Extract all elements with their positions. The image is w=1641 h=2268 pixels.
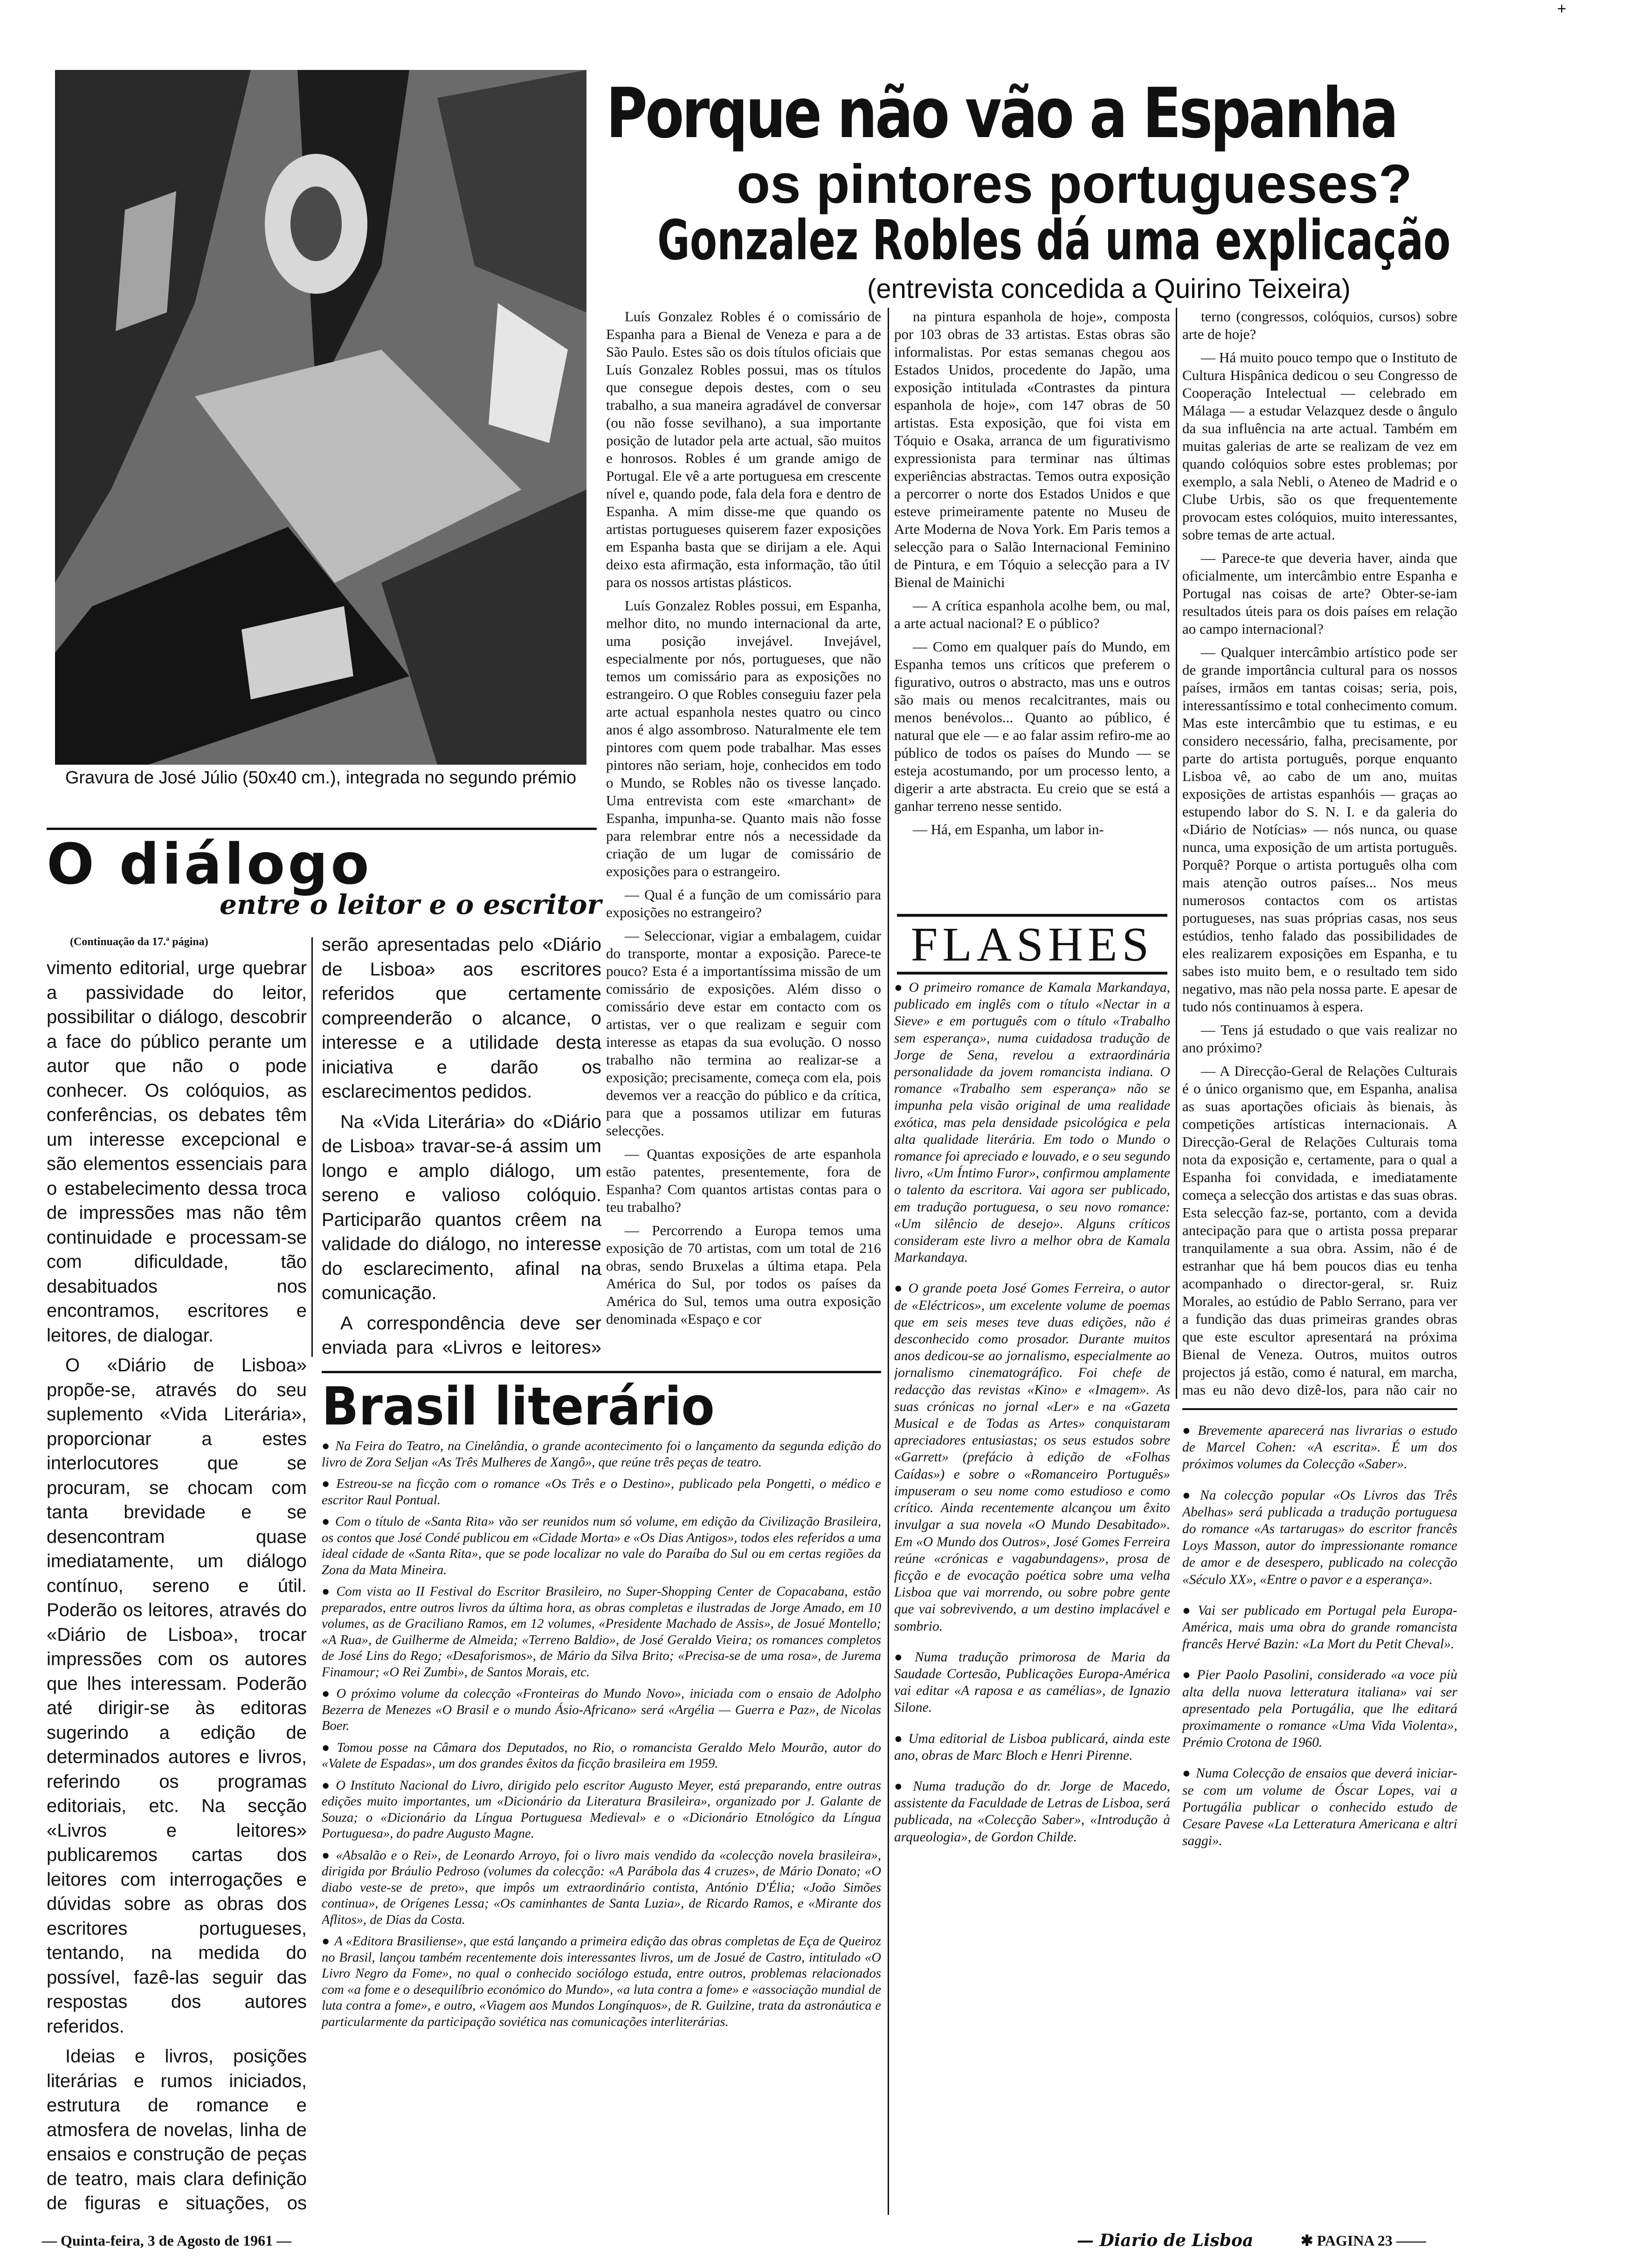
footer-page-number: ✱ PAGINA 23 —— (1301, 2232, 1426, 2249)
paragraph: — Há muito pouco tempo que o Instituto de Cultura Hispânica dedicou o seu Congresso de Cooperação Intelectual — celebrado em Málaga — a estudar Velazquez desde o ângulo da sua influência na arte actual. Também em muitas galerias de arte se realizam de vez em quando colóquios sobre estes problemas; por exemplo, a sala Nebli, o Ateneo de Madrid e o Clube Urbis, são os que frequentemente provocam estes colóquios, muito interessantes, sobre temas de arte actual. (1182, 349, 1457, 543)
paragraph: Luís Gonzalez Robles é o comissário de Espanha para a Bienal de Veneza e para a de São Paulo. Estes são os dois títulos oficiais que Luís Gonzalez Robles possui, mas os títulos que consegue depois destes, com o seu trabalho, a sua maneira agradável de conversar (ou não fosse sevilhano), a sua importante posição de lutador pela arte actual, são muitos e honrosos. Robles é um grande amigo de Portugal. Ele vê a arte portuguesa em crescente nível e, quando pode, fala dela fora e dentro de Espanha. A mim disse-me que quando os artistas portugueses quiserem fazer exposições em Espanha basta que se dirijam a ele. Aqui deixo esta afirmação, esta informação, tão útil para os nossos artistas plásticos. (606, 308, 881, 590)
list-item: ● Com o título de «Santa Rita» vão ser reunidos num só volume, em edição da Civilização Brasileira, os contos que José Condé publicou em «Cidade Morta» e «Os Dias Antigos», todos eles referidos a uma ideal cidade de «Santa Rita», que se pode localizar no vale do Paraíba do Sul ou em certas regiões da Zona da Mata Mineira. (322, 1514, 881, 1577)
section-rule (322, 1371, 881, 1373)
list-item: ● O próximo volume da colecção «Fronteiras do Mundo Novo», iniciada com o ensaio de Adolpho Bezerra de Menezes «O Brasil e o mundo Ásio-Africano» será «Argélia — Guerra e Paz», de Nicolas Boer. (322, 1687, 881, 1733)
list-item: ● Numa tradução primorosa de Maria da Saudade Cortesão, Publicações Europa-América vai editar «A raposa e as camélias», de Ignazio Silone. (894, 1649, 1170, 1715)
list-item: ● A «Editora Brasiliense», que está lançando a primeira edição das obras completas de Eça de Queiroz no Brasil, lançou também recentemente dois interessantes livros, um de Josué de Castro, intitulado «O Livro Negro da Fome», no qual o conhecido sociólogo estuda, entre outros, problemas relacionados com «a fome e o desequilíbrio económico do Mundo», «a luta contra a fome» e «associação mundial de luta contra a fome», e outro, «Viagem aos Mundos Longínquos», de R. Guilzine, trata da astronáutica e particularmente da participação soviética nas comunicações interliterárias. (322, 1934, 881, 2029)
paragraph: — Há, em Espanha, um labor in- (913, 821, 1104, 837)
list-item: ● Com vista ao II Festival do Escritor Brasileiro, no Super-Shopping Center de Copacabana, estão preparados, entre outros livros da última hora, as obras completas e ilustradas de Jorge Amado, em 10 volumes, as de Graciliano Ramos, em 12 volumes, «Presidente Machado de Assis», de Josué Montello; «A Rua», de Guilherme de Almeida; «Terreno Baldio», de José Geraldo Vieira; os romances completos de José Lins do Rego; «Desaforismos», de Mário da Silva Brito; «Precisa-se de uma rosa», de Jurema Finamour; «O Rei Zumbi», de Santos Morais, etc. (322, 1584, 881, 1680)
paragraph: — Tens já estudado o que vais realizar no ano próximo? (1182, 1022, 1457, 1056)
paragraph: na pintura espanhola de hoje», composta por 103 obras de 33 artistas. Estas obras são informalistas. Por estas semanas chegou aos Estados Unidos, procedente do Japão, uma exposição intitulada «Contrastes da pintura espanhola de hoje», com 147 obras de 50 artistas. Esta exposição, que foi vista em Tóquio e Osaka, arranca de um figurativismo expressionista para terminar nas últimas experiências abstractas. Temos outra exposição a percorrer o norte dos Estados Unidos e que esteve primeiramente patente no Museu de Arte Moderna de Nova York. Em Paris temos a selecção para o Salão Internacional Feminino de Pintura, e em Tóquio a selecção para a IV Bienal de Mainichi (894, 308, 1170, 590)
list-item: ● Numa tradução do dr. Jorge de Macedo, assistente da Faculdade de Letras de Lisboa, será publicada, na «Colecção Saber», «Introdução à arqueologia», de Gordon Childe. (894, 1778, 1170, 1845)
paragraph: — Qual é a função de um comissário para exposições no estrangeiro? (606, 886, 881, 920)
paragraph: — A Direcção-Geral de Relações Culturais é o único organismo que, em Espanha, analisa as suas aportações oficiais às bienais, às competições artísticas internacionais. A Direcção-Geral de Relações Culturais toma nota da exposição e, certamente, para o qual a Espanha foi convidada, e imediatamente começa a selecção dos artistas e das suas obras. Esta selecção faz-se, portanto, com a devida antecipação para que o artista possa preparar tranquilamente a sua obra. Assim, não é de estranhar que há bem poucos dias eu tenha acompanhado o director-geral, sr. Ruiz Morales, ao estúdio de Pablo Serrano, para ver a fundição das duas primeiras grandes obras que este escultor apresentará na próxima Bienal de Veneza. Outros, muitos outros projectos já estão, como é natural, em marcha, mas eu não devo dizê-los, para não cair no (1182, 1063, 1457, 1398)
dialogo-title: O diálogo (47, 832, 372, 897)
paragraph: — Qualquer intercâmbio artístico pode ser de grande importância cultural para os nossos países, irmãos em tantas coisas; seria, pois, interessantíssimo e total conhecimento comum. Mas este intercâmbio que tu estimas, e eu considero necessário, falha, precisamente, por parte do artista português, porque enquanto Lisboa vê, ao cabo de um ano, muitas exposições de artistas espanhóis — graças ao estupendo labor do S. N. I. e da galeria do «Diário de Notícias» — nós nunca, ou quase nunca, uma exposição de um artista português. Porquê? Porque o artista português olha com mais atenção outros países... Nos meus numerosos contactos com os artistas portugueses, nas suas próprias casas, nos seus estúdios, tenho falado das possibilidades de eles realizarem exposições em Espanha, e tu sabes isto muito bem, e o resultado tem sido negativo, mas não pela nossa parte. E apesar de tudo nós continuamos à espera. (1182, 644, 1457, 1015)
list-item: ● Uma editorial de Lisboa publicará, ainda este ano, obras de Marc Bloch e Henri Pirenne. (894, 1731, 1170, 1763)
dialogo-column-1 (47, 956, 307, 2215)
headline-main: Porque não vão a Espanha (606, 73, 1397, 153)
footer-date: — Quinta-feira, 3 de Agosto de 1961 — (42, 2232, 292, 2249)
paragraph: — A crítica espanhola acolhe bem, ou mal, a arte actual nacional? E o público? (894, 597, 1170, 631)
corner-mark: + (1557, 0, 1566, 18)
artwork-photo (55, 70, 586, 765)
list-item: ● Vai ser publicado em Portugal pela Europa-América, mais uma obra do grande romancista francês Hervé Bazin: «La Mort du Petit Cheval». (1182, 1603, 1457, 1652)
list-item: ● Numa Colecção de ensaios que deverá iniciar-se com um volume de Óscar Lopes, vai a Portugália publicar o conhecido estudo de Cesare Pavese «La Letteratura Americana e altri saggi». (1182, 1766, 1457, 1849)
flashes-column-2 (1182, 1422, 1457, 2220)
column-divider (311, 937, 313, 1357)
list-item: ● Na Feira do Teatro, na Cinelândia, o grande acontecimento foi o lançamento da segunda edição do livro de Zora Seljan «As Três Mulheres de Xangô», que reúne três peças de teatro. (322, 1439, 881, 1470)
paragraph: Luís Gonzalez Robles possui, em Espanha, melhor dito, no mundo internacional da arte, uma posição invejável. Invejável, especialmente por nós, portugueses, que não temos um comissário para as exposições no estrangeiro. O que Robles conseguiu fazer pela arte actual espanhola nestes quatro ou cinco anos é algo assombroso. Naturalmente ele tem pintores com quem pode trabalhar. Mas esses pintores não seriam, hoje, conhecidos em todo o Mundo, se Robles não os tivesse lançado. Uma entrevista com este «marchant» de Espanha, impunha-se. Quanto mais não fosse para relembrar entre nós a necessidade da criação de um lugar de comissário de exposições para o estrangeiro. (606, 597, 881, 879)
paragraph: — Como em qualquer país do Mundo, em Espanha temos uns críticos que preferem o figurativo, outros o abstracto, mas uns e outros são mais ou menos recalcitrantes, mais ou menos benévolos... Quanto ao público, é natural que ele — e ao falar assim refiro-me ao público de todos os países do Mundo — se esteja acostumando, por um processo lento, a digerir a arte abstracta. Eu creio que se está a ganhar terreno nesse sentido. (894, 638, 1170, 814)
page-footer (42, 2229, 1594, 2252)
paragraph: — Seleccionar, vigiar a embalagem, cuidar do transporte, montar a exposição. Parece-te pouco? Esta é a importantíssima missão de um comissário de exposições. Além disso o comissário deve estar em contacto com os artistas, ver o que realizam e seguir com interesse as etapas da sua evolução. O nosso trabalho não termina ao realizar-se a exposição; precisamente, começa com ela, pois devemos ver a reacção do público e da crítica, para que a possamos utilizar em futuras selecções. (606, 927, 881, 1139)
paragraph: serão apresentadas pelo «Diário de Lisboa» aos escritores referidos que certamente compreenderão o alcance, o interesse e a utilidade desta iniciativa e darão os esclarecimentos pedidos. (322, 934, 601, 1102)
headline-second: os pintores portugueses? (737, 153, 1412, 215)
engraving-image (55, 70, 586, 765)
paragraph: O «Diário de Lisboa» propõe-se, através do seu suplemento «Vida Literária», proporcionar a estes interlocutores que se procuram, se chocam com tanta brevidade e se desencontram quase imediatamente, um diálogo contínuo, sereno e útil. Poderão os leitores, através do «Diário de Lisboa», trocar impressões com os autores que lhes interessam. Poderão até dirigir-se às editoras sugerindo a edição de determinados autores e livros, referindo os programas editoriais, etc. Na secção «Livros e leitores» publicaremos cartas dos leitores com interrogações e dúvidas sobre as obras dos escritores portugueses, tentando, na medida do possível, fazê-las seguir das respostas dos autores referidos. (47, 1355, 307, 2037)
paragraph: Na «Vida Literária» do «Diário de Lisboa» travar-se-á assim um longo e amplo diálogo, um sereno e valioso colóquio. Participarão quantos crêem na validade do diálogo, no interesse do esclarecimento, afinal na comunicação. (322, 1111, 601, 1303)
headline-third: Gonzalez Robles dá uma explicação (657, 208, 1451, 272)
list-item: ● Na colecção popular «Os Livros das Três Abelhas» será publicada a tradução portuguesa do romance «As tartarugas» do escritor francês Loys Masson, autor do impressionante romance de amor e de desespero, publicado na colecção «Século XX», «Entre o pavor e a esperança». (1182, 1487, 1457, 1587)
interview-column-1 (606, 308, 881, 1385)
photo-caption: Gravura de José Júlio (50x40 cm.), integrada no segundo prémio (65, 768, 577, 788)
section-rule (1182, 1408, 1457, 1410)
column-divider (1176, 308, 1177, 1399)
list-item: ● Estreou-se na ficção com o romance «Os Três e o Destino», publicado pela Pongetti, o médico e escritor Raul Pontual. (322, 1477, 881, 1507)
paragraph: terno (congressos, colóquios, cursos) sobre arte de hoje? (1182, 308, 1457, 342)
interview-byline: (entrevista concedida a Quirino Teixeira) (867, 274, 1351, 304)
list-item: ● O primeiro romance de Kamala Markandaya, publicado em inglês com o título «Nectar in a Sieve» e em português com o título «Trabalho sem esperança», numa cuidadosa tradução de Jorge de Sena, revelou a extraordinária personalidade da jovem romancista indiana. O romance «Trabalho sem esperança» não se impunha pela visão original de uma realidade exótica, mas pela densidade psicológica e pela alta qualidade literária. Em todo o Mundo o romance foi apreciado e louvado, e o seu segundo livro, «Um Íntimo Furor», confirmou amplamente o talento da escritora. Vai agora ser publicado, em tradução portuguesa, o seu novo romance: «Um silêncio de desejo». Alguns críticos consideram este livro a melhor obra de Kamala Markandaya. (894, 980, 1170, 1265)
flashes-column-1 (894, 979, 1170, 2220)
section-rule (47, 828, 597, 830)
paragraph: Ideias e livros, posições literárias e rumos iniciados, estrutura de romance e atmosfera de novelas, linha de ensaios e construção de peças de teatro, mais clara definição de figuras e situações, os (47, 2046, 307, 2213)
column-divider (888, 308, 889, 1380)
dialogo-subtitle: entre o leitor e o escritor (219, 889, 601, 920)
footer-newspaper: — Diario de Lisboa (1077, 2231, 1254, 2250)
list-item: ● Pier Paolo Pasolini, considerado «a voce più alta della nuova letteratura italiana» vai ser apresentado pela Portugália, que lhe editará proximamente o romance «Uma Vida Violenta», Prémio Crotona de 1960. (1182, 1667, 1457, 1750)
paragraph: — Parece-te que deveria haver, ainda que oficialmente, um intercâmbio entre Espanha e Portugal nas coisas de arte? Obter-se-iam resultados úteis para os dois países em relação ao campo internacional? (1182, 550, 1457, 637)
interview-column-2 (894, 308, 1170, 905)
paragraph: — Quantas exposições de arte espanhola estão patentes, presentemente, fora de Espanha? Com quantos artistas contas para o teu trabalho? (606, 1146, 881, 1215)
list-item: ● O Instituto Nacional do Livro, dirigido pelo escritor Augusto Meyer, está preparando, entre outras edições muito importantes, um «Dicionário da Literatura Brasileira», organizado por J. Galante de Souza; o «Dicionário da Língua Portuguesa Medieval» e o «Dicionário Etnológico da Língua Portuguesa», do padre Augusto Magne. (322, 1778, 881, 1841)
paragraph: vimento editorial, urge quebrar a passividade do leitor, possibilitar o diálogo, descobrir a face do público perante um autor que não o pode conhecer. Os colóquios, as conferências, os debates têm um interesse excepcional e são elementos essenciais para o estabelecimento dessa troca de impressões mas não têm continuidade e processam-se com dificuldade, tão desabituados nos encontramos, escritores e leitores, de dialogar. (47, 958, 307, 1346)
list-item: ● Tomou posse na Câmara dos Deputados, no Rio, o romancista Geraldo Melo Mourão, autor do «Valete de Espadas», um dos grandes êxitos da ficção brasileira em 1959. (322, 1740, 881, 1771)
list-item: ● O grande poeta José Gomes Ferreira, o autor de «Eléctricos», um excelente volume de poemas que em seis meses teve duas edições, não é desconhecido como prosador. Durante muitos anos dedicou-se ao jornalismo, especialmente ao jornalismo cinematográfico. Foi chefe de redacção das revistas «Kino» e «Imagem». As suas crónicas no jornal «Ler» e na «Gazeta Musical e de Todas as Artes» conquistaram apreciadores entusiastas; os seus estudos sobre «Garrett» (prefácio à edição de «Folhas Caídas») e sobre o «Romanceiro Português» impuseram o seu nome como estudioso e como crítico. Ainda recentemente alcançou um êxito invulgar a sua novela «O Mundo Desabitado». Em «O Mundo dos Outros», José Gomes Ferreira reúne «crónicas e vagabundagens», prosa de ficção e de evocação poética sobre uma velha Lisboa que vai morrendo, ou sobre pobre gente que vai sobrevivendo, a um destino implacável e sombrio. (894, 1281, 1170, 1634)
brasil-title: Brasil literário (322, 1376, 715, 1437)
list-item: ● «Absalão e o Rei», de Leonardo Arroyo, foi o livro mais vendido da «colecção novela brasileira», dirigida por Bráulio Pedroso (volumes da colecção: «A Parábola das 4 cruzes», de Mário Donato; «O diabo veste-se de preto», que impôs um extraordinário contista, António D'Élia; «João Simões continua», de Orígenes Lessa; «Os caminhantes de Santa Luzia», de Ricardo Ramos, e «Mirante dos Aflitos», de Dias da Costa. (322, 1848, 881, 1927)
list-item: ● Brevemente aparecerá nas livrarias o estudo de Marcel Cohen: «A escrita». É um dos próximos volumes da Colecção «Saber». (1182, 1423, 1457, 1472)
paragraph: A correspondência deve ser enviada para «Livros e leitores» (322, 1313, 601, 1358)
interview-column-3 (1182, 308, 1457, 1399)
dialogo-column-2 (322, 933, 601, 1362)
continuation-note: (Continuação da 17.ª página) (70, 936, 208, 948)
flashes-title: FLASHES (910, 918, 1154, 971)
paragraph: — Percorrendo a Europa temos uma exposição de 70 artistas, com um total de 216 obras, sendo Bruxelas a última etapa. Pela América do Sul, por todos os países da América do Sul, temos uma outra exposição denominada «Espaço e cor (606, 1222, 881, 1327)
brasil-column (322, 1438, 881, 2217)
column-divider (888, 1380, 889, 2215)
